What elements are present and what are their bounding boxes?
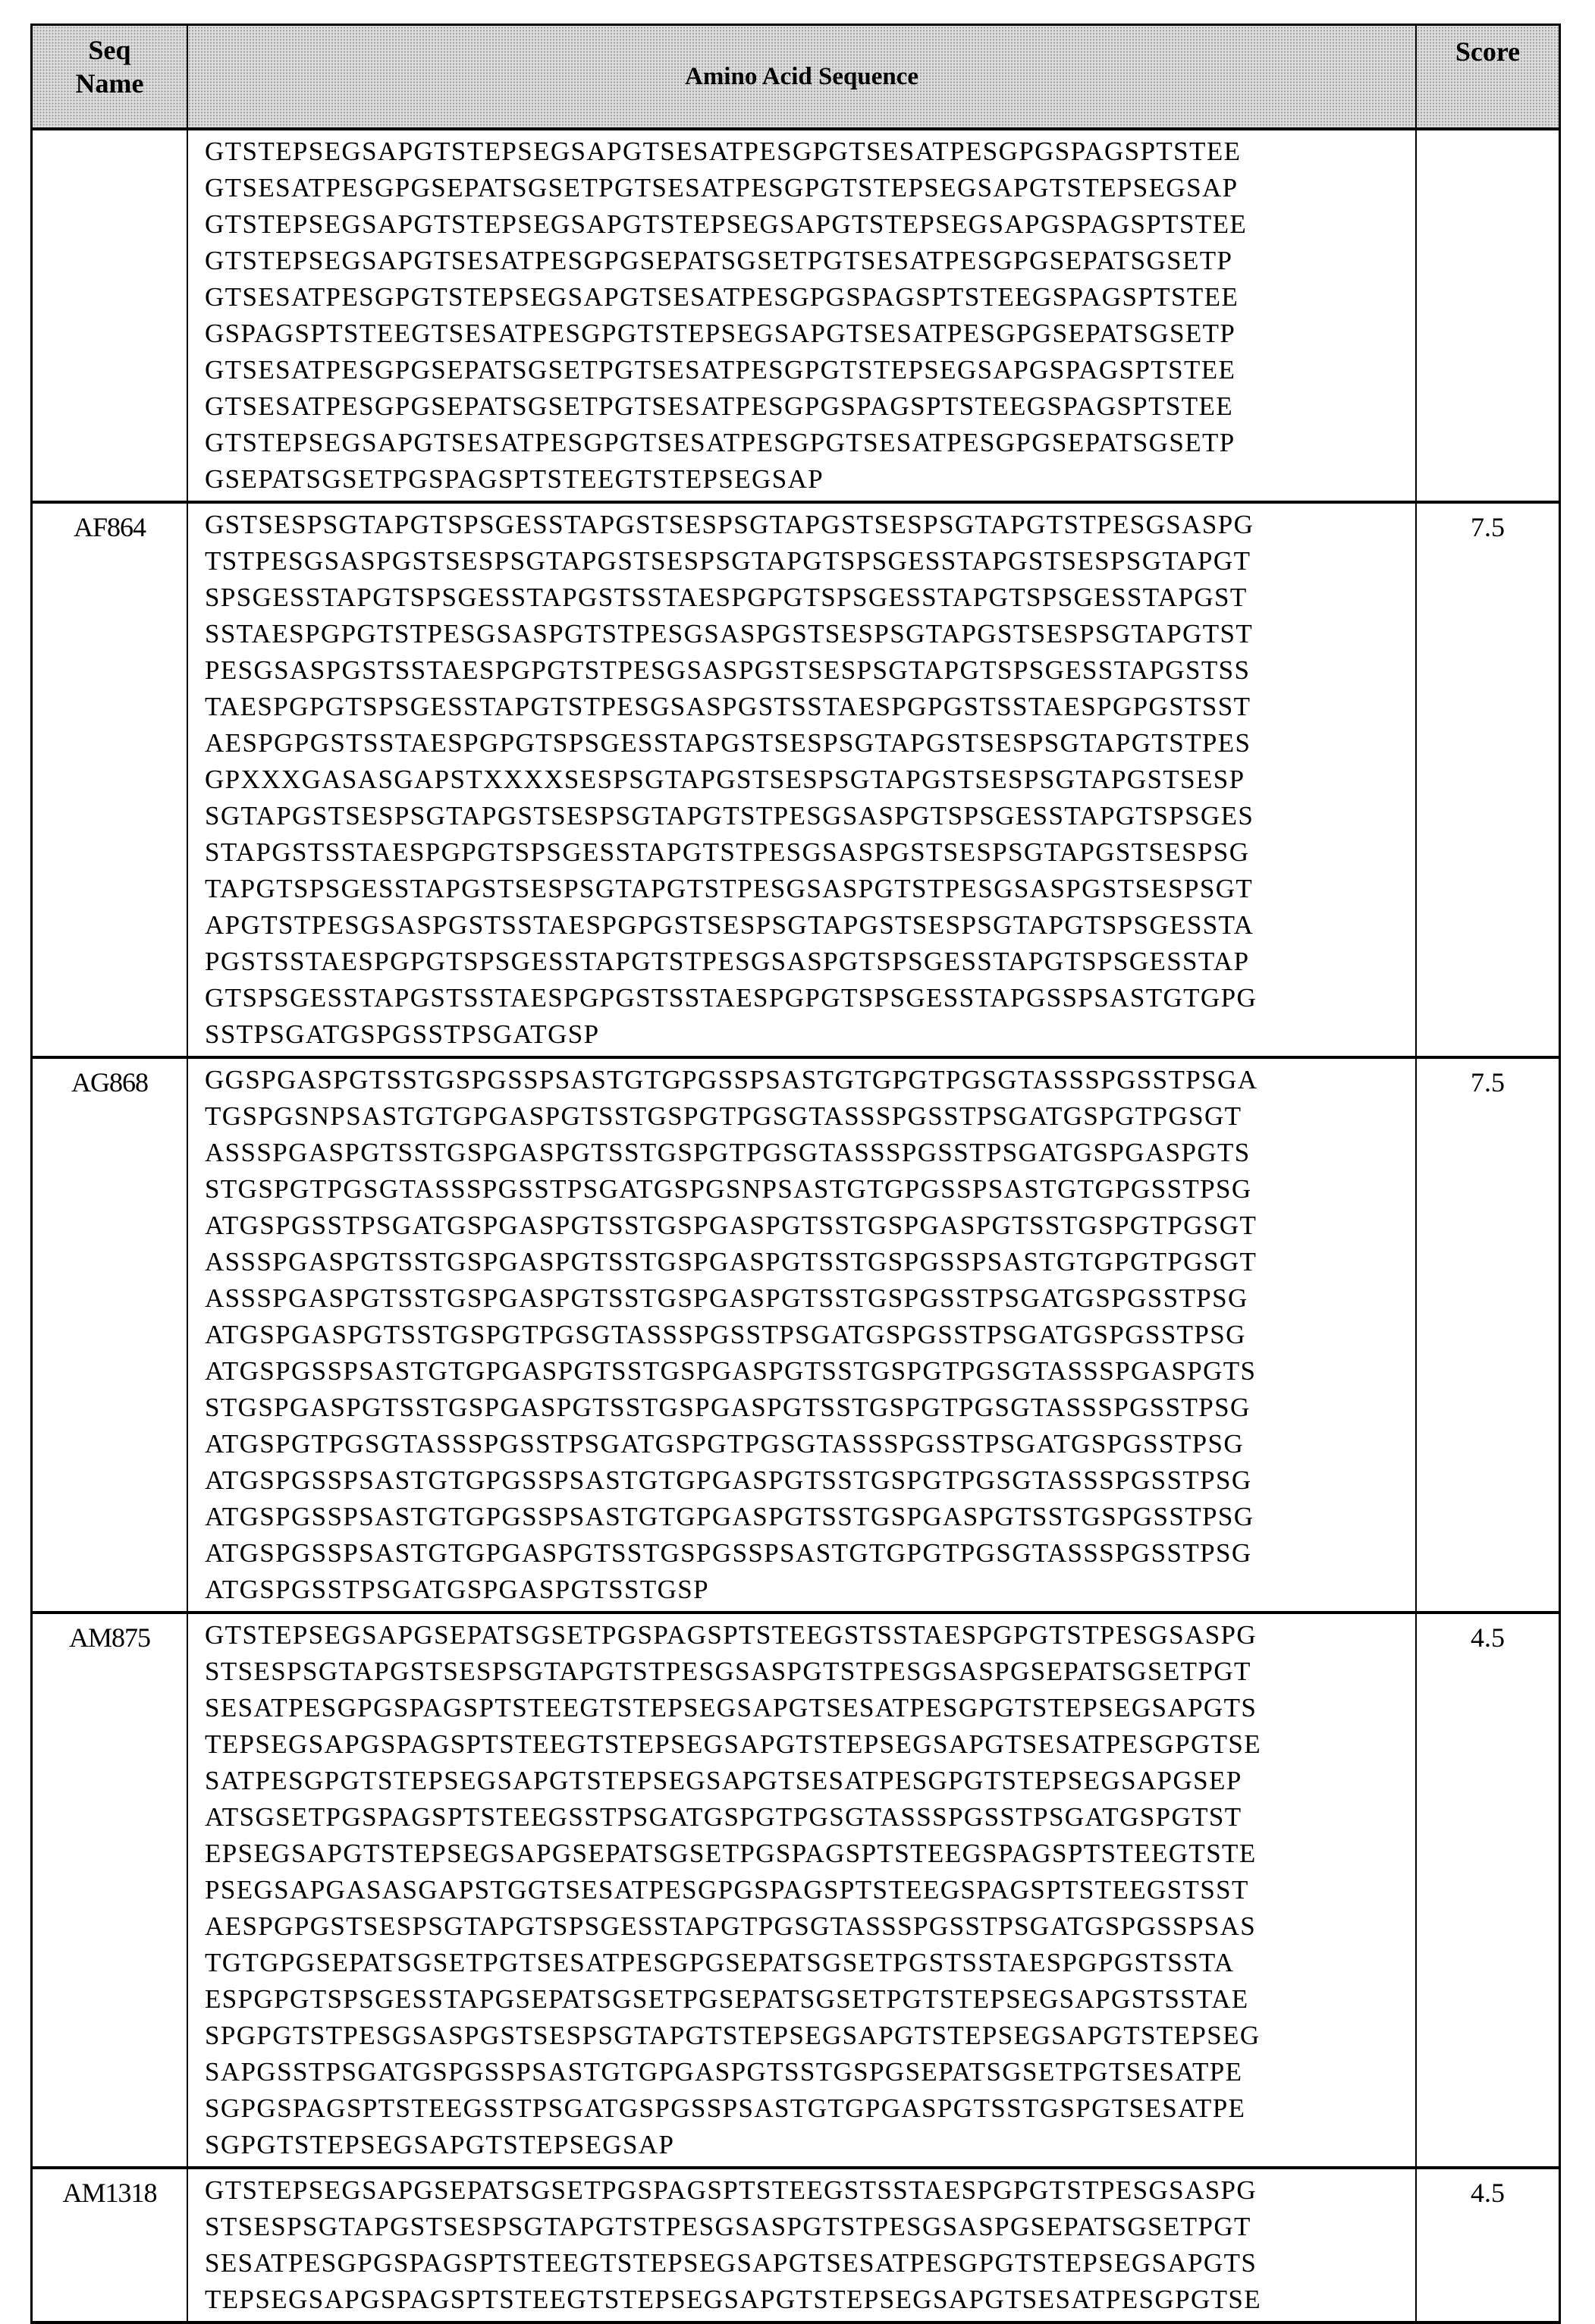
sequence-line: TEPSEGSAPGSPAGSPTSTEEGTSTEPSEGSAPGTSTEPSEGSAPGTSESATPESGPGTSE xyxy=(205,2282,1415,2318)
sequence-line: ATGSPGSSTPSGATGSPGASPGTSSTGSPGASPGTSSTGSPGASPGTSSTGSPGTPGSGT xyxy=(205,1208,1415,1244)
sequence-line: SSTPSGATGSPGSSTPSGATGSP xyxy=(205,1016,1415,1053)
sequence-line: AESPGPGSTSSTAESPGPGTSPSGESSTAPGSTSESPSGTAPGSTSESPSGTAPGTSTPES xyxy=(205,725,1415,762)
sequence-line: ATGSPGSSPSASTGTGPGASPGTSSTGSPGASPGTSSTGSPGTPGSGTASSSPGASPGTS xyxy=(205,1353,1415,1390)
sequence-cell xyxy=(187,1057,1416,1613)
sequence-line: PGSTSSTAESPGPGTSPSGESSTAPGTSTPESGSASPGTSPSGESSTAPGTSPSGESSTAP xyxy=(205,944,1415,980)
sequence-line: APGTSTPESGSASPGSTSSTAESPGPGSTSESPSGTAPGSTSESPSGTAPGTSPSGESSTA xyxy=(205,907,1415,944)
score-cell: 4.5 xyxy=(1416,1613,1560,2168)
sequence-line: SATPESGPGTSTEPSEGSAPGTSTEPSEGSAPGTSESATPESGPGTSTEPSEGSAPGSEP xyxy=(205,1763,1415,1799)
seq-name-cell: AM1318 xyxy=(32,2168,188,2322)
sequence-line: GSPAGSPTSTEEGTSESATPESGPGTSTEPSEGSAPGTSESATPESGPGSEPATSGSETP xyxy=(205,316,1415,352)
sequence-line: ASSSPGASPGTSSTGSPGASPGTSSTGSPGASPGTSSTGSPGSSPSASTGTGPGTPGSGT xyxy=(205,1244,1415,1280)
sequence-line: GTSTEPSEGSAPGTSESATPESGPGTSESATPESGPGTSESATPESGPGSEPATSGSETP xyxy=(205,425,1415,461)
sequence-line: STSESPSGTAPGSTSESPSGTAPGTSTPESGSASPGTSTPESGSASPGSEPATSGSETPGT xyxy=(205,2209,1415,2245)
score-cell: 7.5 xyxy=(1416,502,1560,1057)
table-row xyxy=(32,129,1560,502)
header-row xyxy=(32,25,1560,130)
sequence-line: STSESPSGTAPGSTSESPSGTAPGTSTPESGSASPGTSTPESGSASPGSEPATSGSETPGT xyxy=(205,1653,1415,1690)
sequence-line: GTSESATPESGPGSEPATSGSETPGTSESATPESGPGTSTEPSEGSAPGTSTEPSEGSAP xyxy=(205,170,1415,206)
sequence-line: GPXXXGASASGAPSTXXXXSESPSGTAPGSTSESPSGTAPGSTSESPSGTAPGSTSESP xyxy=(205,762,1415,798)
sequence-line: TAPGTSPSGESSTAPGSTSESPSGTAPGTSTPESGSASPGTSTPESGSASPGSTSESPSGT xyxy=(205,871,1415,907)
sequence-line: GGSPGASPGTSSTGSPGSSPSASTGTGPGSSPSASTGTGPGTPGSGTASSSPGSSTPSGA xyxy=(205,1062,1415,1098)
sequence-line: PSEGSAPGASASGAPSTGGTSESATPESGPGSPAGSPTSTEEGSPAGSPTSTEEGSTSST xyxy=(205,1872,1415,1908)
sequence-line: GTSTEPSEGSAPGTSESATPESGPGSEPATSGSETPGTSESATPESGPGSEPATSGSETP xyxy=(205,243,1415,279)
seq-name-cell: AF864 xyxy=(32,502,188,1057)
sequence-line: ATGSPGTPGSGTASSSPGSSTPSGATGSPGTPGSGTASSSPGSSTPSGATGSPGSSTPSG xyxy=(205,1426,1415,1462)
sequence-line: SPGPGTSTPESGSASPGSTSESPSGTAPGTSTEPSEGSAPGTSTEPSEGSAPGTSTEPSEG xyxy=(205,2018,1415,2054)
sequence-line: ATGSPGSSPSASTGTGPGSSPSASTGTGPGASPGTSSTGSPGASPGTSSTGSPGSSTPSG xyxy=(205,1499,1415,1535)
seq-name-cell: AG868 xyxy=(32,1057,188,1613)
sequence-line: ATSGSETPGSPAGSPTSTEEGSSTPSGATGSPGTPGSGTASSSPGSSTPSGATGSPGTST xyxy=(205,1799,1415,1836)
sequence-line: EPSEGSAPGTSTEPSEGSAPGSEPATSGSETPGSPAGSPTSTEEGSPAGSPTSTEEGTSTE xyxy=(205,1836,1415,1872)
table-row xyxy=(32,1613,1560,2168)
sequence-line: GTSTEPSEGSAPGTSTEPSEGSAPGTSTEPSEGSAPGTSTEPSEGSAPGSPAGSPTSTEE xyxy=(205,206,1415,243)
sequence-line: TAESPGPGTSPSGESSTAPGTSTPESGSASPGSTSSTAESPGPGSTSSTAESPGPGSTSST xyxy=(205,689,1415,725)
table-row xyxy=(32,1057,1560,1613)
sequence-line: GTSESATPESGPGSEPATSGSETPGTSESATPESGPGTSTEPSEGSAPGSPAGSPTSTEE xyxy=(205,352,1415,388)
sequence-line: ATGSPGASPGTSSTGSPGTPGSGTASSSPGSSTPSGATGSPGSSTPSGATGSPGSSTPSG xyxy=(205,1317,1415,1353)
sequence-line: ATGSPGSSPSASTGTGPGASPGTSSTGSPGSSPSASTGTGPGTPGSGTASSSPGSSTPSG xyxy=(205,1535,1415,1572)
sequence-line: TGTGPGSEPATSGSETPGTSESATPESGPGSEPATSGSETPGSTSSTAESPGPGSTSSTA xyxy=(205,1945,1415,1981)
sequence-line: GTSTEPSEGSAPGSEPATSGSETPGSPAGSPTSTEEGSTSSTAESPGPGTSTPESGSASPG xyxy=(205,1617,1415,1653)
sequence-line: SPSGESSTAPGTSPSGESSTAPGSTSSTAESPGPGTSPSGESSTAPGTSPSGESSTAPGST xyxy=(205,579,1415,616)
sequence-line: GTSTEPSEGSAPGTSTEPSEGSAPGTSESATPESGPGTSESATPESGPGSPAGSPTSTEE xyxy=(205,133,1415,170)
score-cell: 7.5 xyxy=(1416,1057,1560,1613)
sequence-line: STGSPGTPGSGTASSSPGSSTPSGATGSPGSNPSASTGTGPGSSPSASTGTGPGSSTPSG xyxy=(205,1171,1415,1208)
sequence-line: GTSTEPSEGSAPGSEPATSGSETPGSPAGSPTSTEEGSTSSTAESPGPGTSTPESGSASPG xyxy=(205,2172,1415,2209)
sequence-line: ESPGPGTSPSGESSTAPGSEPATSGSETPGSEPATSGSETPGTSTEPSEGSAPGSTSSTAE xyxy=(205,1981,1415,2018)
sequence-line: SSTAESPGPGTSTPESGSASPGTSTPESGSASPGSTSESPSGTAPGSTSESPSGTAPGTST xyxy=(205,616,1415,652)
sequence-cell xyxy=(187,1613,1416,2168)
score-cell xyxy=(1416,129,1560,502)
table-row xyxy=(32,502,1560,1057)
sequence-line: PESGSASPGSTSSTAESPGPGTSTPESGSASPGSTSESPSGTAPGTSPSGESSTAPGSTSS xyxy=(205,652,1415,689)
sequence-line: STGSPGASPGTSSTGSPGASPGTSSTGSPGASPGTSSTGSPGTPGSGTASSSPGSSTPSG xyxy=(205,1390,1415,1426)
sequence-line: ATGSPGSSTPSGATGSPGASPGTSSTGSP xyxy=(205,1572,1415,1608)
sequence-line: TGSPGSNPSASTGTGPGASPGTSSTGSPGTPGSGTASSSPGSSTPSGATGSPGTPGSGT xyxy=(205,1098,1415,1135)
sequence-line: SAPGSSTPSGATGSPGSSPSASTGTGPGASPGTSSTGSPGSEPATSGSETPGTSESATPE xyxy=(205,2054,1415,2090)
sequence-line: GSEPATSGSETPGSPAGSPTSTEEGTSTEPSEGSAP xyxy=(205,461,1415,498)
table-row xyxy=(32,2168,1560,2322)
sequence-line: ASSSPGASPGTSSTGSPGASPGTSSTGSPGASPGTSSTGSPGSSTPSGATGSPGSSTPSG xyxy=(205,1280,1415,1317)
sequence-cell xyxy=(187,502,1416,1057)
header-amino-acid-sequence: Amino Acid Sequence xyxy=(187,25,1416,130)
sequence-line: SESATPESGPGSPAGSPTSTEEGTSTEPSEGSAPGTSESATPESGPGTSTEPSEGSAPGTS xyxy=(205,2245,1415,2282)
sequence-line: ATGSPGSSPSASTGTGPGSSPSASTGTGPGASPGTSSTGSPGTPGSGTASSSPGSSTPSG xyxy=(205,1462,1415,1499)
sequence-line: TEPSEGSAPGSPAGSPTSTEEGTSTEPSEGSAPGTSTEPSEGSAPGTSESATPESGPGTSE xyxy=(205,1726,1415,1763)
seq-name-cell xyxy=(32,129,188,502)
seq-name-cell: AM875 xyxy=(32,1613,188,2168)
header-seq-name-line1: Seq xyxy=(33,33,187,67)
header-seq-name-line2: Name xyxy=(33,67,187,100)
sequence-line: SGPGTSTEPSEGSAPGTSTEPSEGSAP xyxy=(205,2127,1415,2163)
header-score: Score xyxy=(1416,25,1560,130)
sequence-line: GTSESATPESGPGSEPATSGSETPGTSESATPESGPGSPAGSPTSTEEGSPAGSPTSTEE xyxy=(205,388,1415,425)
sequence-line: STAPGSTSSTAESPGPGTSPSGESSTAPGTSTPESGSASPGSTSESPSGTAPGSTSESPSG xyxy=(205,834,1415,871)
header-seq-name xyxy=(32,25,188,130)
sequence-line: ASSSPGASPGTSSTGSPGASPGTSSTGSPGTPGSGTASSSPGSSTPSGATGSPGASPGTS xyxy=(205,1135,1415,1171)
sequence-line: GTSESATPESGPGTSTEPSEGSAPGTSESATPESGPGSPAGSPTSTEEGSPAGSPTSTEE xyxy=(205,279,1415,316)
sequence-line: SESATPESGPGSPAGSPTSTEEGTSTEPSEGSAPGTSESATPESGPGTSTEPSEGSAPGTS xyxy=(205,1690,1415,1726)
sequence-line: GSTSESPSGTAPGTSPSGESSTAPGSTSESPSGTAPGSTSESPSGTAPGTSTPESGSASPG xyxy=(205,507,1415,543)
sequence-cell xyxy=(187,129,1416,502)
sequence-line: TSTPESGSASPGSTSESPSGTAPGSTSESPSGTAPGTSPSGESSTAPGSTSESPSGTAPGT xyxy=(205,543,1415,579)
sequence-line: SGPGSPAGSPTSTEEGSSTPSGATGSPGSSPSASTGTGPGASPGTSSTGSPGTSESATPE xyxy=(205,2090,1415,2127)
sequence-cell xyxy=(187,2168,1416,2322)
sequence-line: SGTAPGSTSESPSGTAPGSTSESPSGTAPGTSTPESGSASPGTSPSGESSTAPGTSPSGES xyxy=(205,798,1415,834)
score-cell: 4.5 xyxy=(1416,2168,1560,2322)
sequence-line: GTSPSGESSTAPGSTSSTAESPGPGSTSSTAESPGPGTSPSGESSTAPGSSPSASTGTGPG xyxy=(205,980,1415,1016)
sequence-line: AESPGPGSTSESPSGTAPGTSPSGESSTAPGTPGSGTASSSPGSSTPSGATGSPGSSPSAS xyxy=(205,1908,1415,1945)
table-body xyxy=(32,129,1560,2322)
sequence-table xyxy=(30,24,1561,2324)
